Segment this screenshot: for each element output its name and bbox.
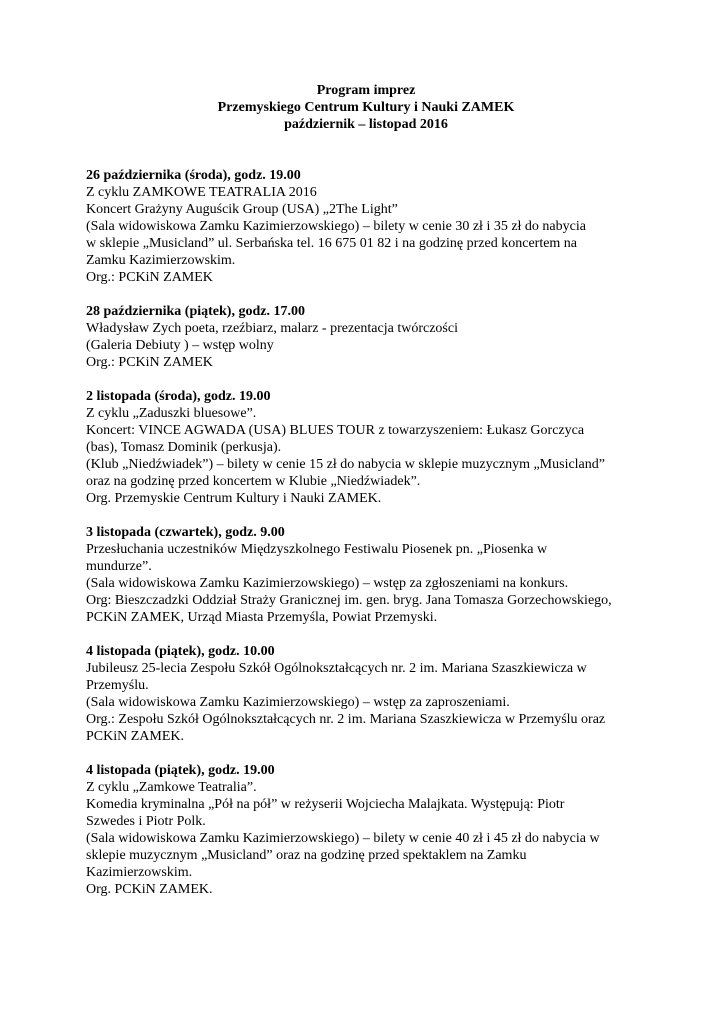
- event-detail-line: (Sala widowiskowa Zamku Kazimierzowskiego) – bilety w cenie 40 zł i 45 zł do nabycia w: [86, 831, 600, 846]
- event-entry: [86, 762, 646, 898]
- event-detail-line: Zamku Kazimierzowskim.: [86, 253, 236, 268]
- event-detail-line: (Sala widowiskowa Zamku Kazimierzowskiego) – wstęp za zaproszeniami.: [86, 695, 510, 710]
- event-detail-line: Komedia kryminalna „Pół na pół” w reżyserii Wojciecha Malajkata. Występują: Piotr: [86, 797, 565, 812]
- header-organization: Przemyskiego Centrum Kultury i Nauki ZAMEK: [217, 100, 515, 115]
- event-heading: 4 listopada (piątek), godz. 19.00: [86, 763, 275, 778]
- event-heading: 3 listopada (czwartek), godz. 9.00: [86, 525, 285, 540]
- event-detail-line: Z cyklu „Zamkowe Teatralia”.: [86, 780, 257, 795]
- event-entry: [86, 524, 646, 626]
- event-detail-line: w sklepie „Musicland” ul. Serbańska tel. 16 675 01 82 i na godzinę przed koncertem na: [86, 236, 578, 251]
- document-page: [86, 82, 646, 915]
- event-detail-line: Z cyklu ZAMKOWE TEATRALIA 2016: [86, 185, 317, 200]
- event-detail-line: (Galeria Debiuty ) – wstęp wolny: [86, 338, 274, 353]
- event-entry: [86, 303, 646, 371]
- event-detail-line: Org. PCKiN ZAMEK.: [86, 882, 213, 897]
- event-detail-line: Przemyślu.: [86, 678, 149, 693]
- event-heading: 2 listopada (środa), godz. 19.00: [86, 389, 271, 404]
- event-detail-line: Władysław Zych poeta, rzeźbiarz, malarz - prezentacja twórczości: [86, 321, 458, 336]
- document-header: [86, 82, 646, 133]
- event-detail-line: Szwedes i Piotr Polk.: [86, 814, 206, 829]
- event-detail-line: Koncert: VINCE AGWADA (USA) BLUES TOUR z towarzyszeniem: Łukasz Gorczyca: [86, 423, 585, 438]
- event-detail-line: (bas), Tomasz Dominik (perkusja).: [86, 440, 282, 455]
- event-detail-line: Org.: PCKiN ZAMEK: [86, 355, 213, 370]
- event-detail-line: Przesłuchania uczestników Międzyszkolnego Festiwalu Piosenek pn. „Piosenka w: [86, 542, 548, 557]
- event-detail-line: Kazimierzowskim.: [86, 865, 193, 880]
- event-detail-line: oraz na godzinę przed koncertem w Klubie „Niedźwiadek”.: [86, 474, 421, 489]
- event-detail-line: sklepie muzycznym „Musicland” oraz na godzinę przed spektaklem na Zamku: [86, 848, 527, 863]
- event-detail-line: Org. Przemyskie Centrum Kultury i Nauki ZAMEK.: [86, 491, 382, 506]
- event-heading: 28 października (piątek), godz. 17.00: [86, 304, 305, 319]
- event-detail-line: Org.: PCKiN ZAMEK: [86, 270, 213, 285]
- event-detail-line: Koncert Grażyny Auguścik Group (USA) „2The Light”: [86, 202, 398, 217]
- event-entry: [86, 388, 646, 507]
- event-heading: 4 listopada (piątek), godz. 10.00: [86, 644, 275, 659]
- event-detail-line: (Sala widowiskowa Zamku Kazimierzowskiego) – wstęp za zgłoszeniami na konkurs.: [86, 576, 569, 591]
- event-heading: 26 października (środa), godz. 19.00: [86, 168, 301, 183]
- event-entry: [86, 643, 646, 745]
- event-detail-line: mundurze”.: [86, 559, 152, 574]
- event-detail-line: (Sala widowiskowa Zamku Kazimierzowskiego) – bilety w cenie 30 zł i 35 zł do nabycia: [86, 219, 586, 234]
- header-title: Program imprez: [316, 83, 416, 98]
- event-detail-line: Jubileusz 25-lecia Zespołu Szkół Ogólnokształcących nr. 2 im. Mariana Szaszkiewicza w: [86, 661, 587, 676]
- events-list: [86, 167, 646, 898]
- event-detail-line: PCKiN ZAMEK.: [86, 729, 185, 744]
- event-entry: [86, 167, 646, 286]
- event-detail-line: Z cyklu „Zaduszki bluesowe”.: [86, 406, 257, 421]
- event-detail-line: PCKiN ZAMEK, Urząd Miasta Przemyśla, Powiat Przemyski.: [86, 610, 438, 625]
- event-detail-line: Org.: Zespołu Szkół Ogólnokształcących nr. 2 im. Mariana Szaszkiewicza w Przemyślu oraz: [86, 712, 606, 727]
- event-detail-line: (Klub „Niedźwiadek”) – bilety w cenie 15 zł do nabycia w sklepie muzycznym „Musicland”: [86, 457, 605, 472]
- header-period: październik – listopad 2016: [284, 117, 448, 132]
- event-detail-line: Org: Bieszczadzki Oddział Straży Granicznej im. gen. bryg. Jana Tomasza Gorzechowskiego,: [86, 593, 612, 608]
